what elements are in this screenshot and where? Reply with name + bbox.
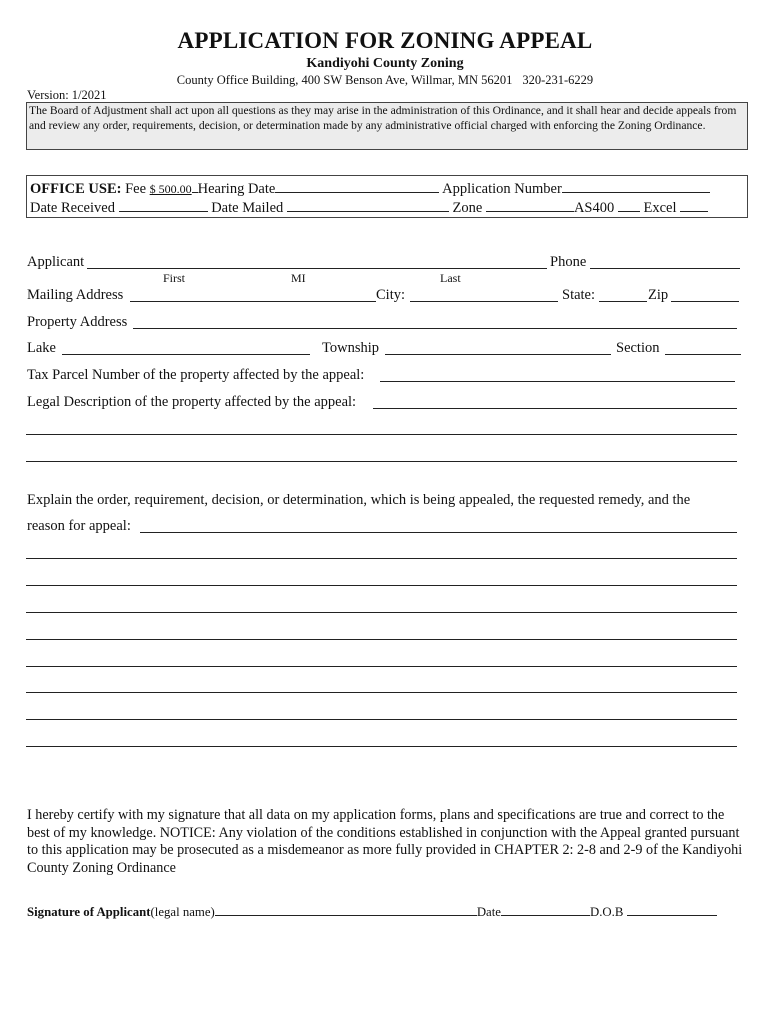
mailing-address-field[interactable]: [130, 301, 376, 302]
city-label: City:: [376, 287, 406, 303]
lake-label: Lake: [27, 340, 56, 356]
section-field[interactable]: [665, 354, 741, 355]
reason-label: reason for appeal:: [27, 518, 131, 534]
city-field[interactable]: [410, 301, 558, 302]
zip-label: Zip: [648, 287, 669, 303]
form-title: APPLICATION FOR ZONING APPEAL: [177, 28, 593, 53]
office-phone: 320-231-6229: [522, 73, 594, 87]
section-label: Section: [616, 340, 660, 356]
as400-field[interactable]: [618, 198, 640, 212]
date-mailed-label: Date Mailed: [211, 200, 284, 216]
office-address: [0, 73, 770, 88]
legal-name-caption: (legal name): [150, 905, 215, 919]
zip-field[interactable]: [671, 301, 739, 302]
property-address-field[interactable]: [133, 328, 737, 329]
applicant-label: Applicant: [27, 254, 85, 270]
form-subtitle: Kandiyohi County Zoning: [306, 56, 464, 71]
date-label: Date: [476, 905, 501, 919]
reason-line[interactable]: [26, 558, 737, 559]
fee-label: Fee: [125, 181, 147, 197]
township-field[interactable]: [385, 354, 611, 355]
as400-label: AS400: [573, 200, 615, 216]
reason-line[interactable]: [26, 746, 737, 747]
date-mailed-field[interactable]: [287, 198, 449, 212]
zone-label: Zone: [452, 200, 483, 216]
tax-parcel-field[interactable]: [380, 381, 735, 382]
excel-field[interactable]: [680, 198, 708, 212]
reason-line[interactable]: [26, 692, 737, 693]
excel-label: Excel: [643, 200, 677, 216]
address-text: County Office Building, 400 SW Benson Ave, Willmar, MN 56201: [176, 73, 513, 87]
mailing-address-label: Mailing Address: [27, 287, 124, 303]
phone-field[interactable]: [590, 268, 740, 269]
office-use-label: OFFICE USE:: [30, 181, 122, 197]
middle-initial-caption: MI: [291, 271, 306, 285]
office-use-box: [26, 175, 748, 218]
dob-field[interactable]: [627, 902, 717, 916]
reason-line[interactable]: [26, 639, 737, 640]
date-received-label: Date Received: [30, 200, 115, 216]
first-name-caption: First: [163, 271, 186, 285]
reason-line[interactable]: [26, 585, 737, 586]
form-version: Version: 1/2021: [27, 88, 107, 102]
hearing-date-label: Hearing Date: [197, 181, 276, 197]
tax-parcel-label: Tax Parcel Number of the property affected by the appeal:: [27, 367, 365, 383]
applicant-field[interactable]: [87, 268, 547, 269]
state-field[interactable]: [599, 301, 647, 302]
certification-text: I hereby certify with my signature that all data on my application forms, plans and specifications are true and correct to the best of my knowledge. NOTICE: Any violation of the conditions established in conjunction with the Appeal granted pursuant to this application may be prosecuted as a misdemeanor as more fully provided in CHAPTER 2: 2-8 and 2-9 of the Kandiyohi County Zoning Ordinance: [27, 807, 743, 876]
explain-prompt: Explain the order, requirement, decision, or determination, which is being appealed, the requested remedy, and the: [27, 492, 691, 508]
hearing-date-field[interactable]: [275, 179, 439, 193]
legal-description-field[interactable]: [373, 408, 737, 409]
reason-line[interactable]: [26, 666, 737, 667]
signature-label: Signature of Applicant: [27, 905, 151, 919]
reason-line[interactable]: [26, 612, 737, 613]
application-number-label: Application Number: [442, 181, 562, 197]
reason-line[interactable]: [26, 719, 737, 720]
legal-description-line[interactable]: [26, 461, 737, 462]
phone-label: Phone: [550, 254, 587, 270]
zone-field[interactable]: [486, 198, 574, 212]
date-received-field[interactable]: [119, 198, 208, 212]
signature-field[interactable]: [215, 902, 477, 916]
signature-date-field[interactable]: [501, 902, 590, 916]
last-name-caption: Last: [440, 271, 461, 285]
dob-label: D.O.B: [589, 905, 624, 919]
signature-row: [27, 902, 717, 920]
township-label: Township: [322, 340, 379, 356]
application-number-field[interactable]: [562, 179, 710, 193]
state-label: State:: [562, 287, 596, 303]
legal-description-line[interactable]: [26, 434, 737, 435]
board-notice: The Board of Adjustment shall act upon all questions as they may arise in the administration of this Ordinance, and it shall hear and decide appeals from and review any order, requirements, decision, or determination made by any administrative official charged with enforcing the Zoning Ordinance.: [26, 102, 748, 150]
property-address-label: Property Address: [27, 314, 128, 330]
legal-description-label: Legal Description of the property affected by the appeal:: [27, 394, 357, 410]
lake-field[interactable]: [62, 354, 310, 355]
fee-value: $ 500.00: [149, 182, 192, 196]
reason-field[interactable]: [140, 532, 737, 533]
